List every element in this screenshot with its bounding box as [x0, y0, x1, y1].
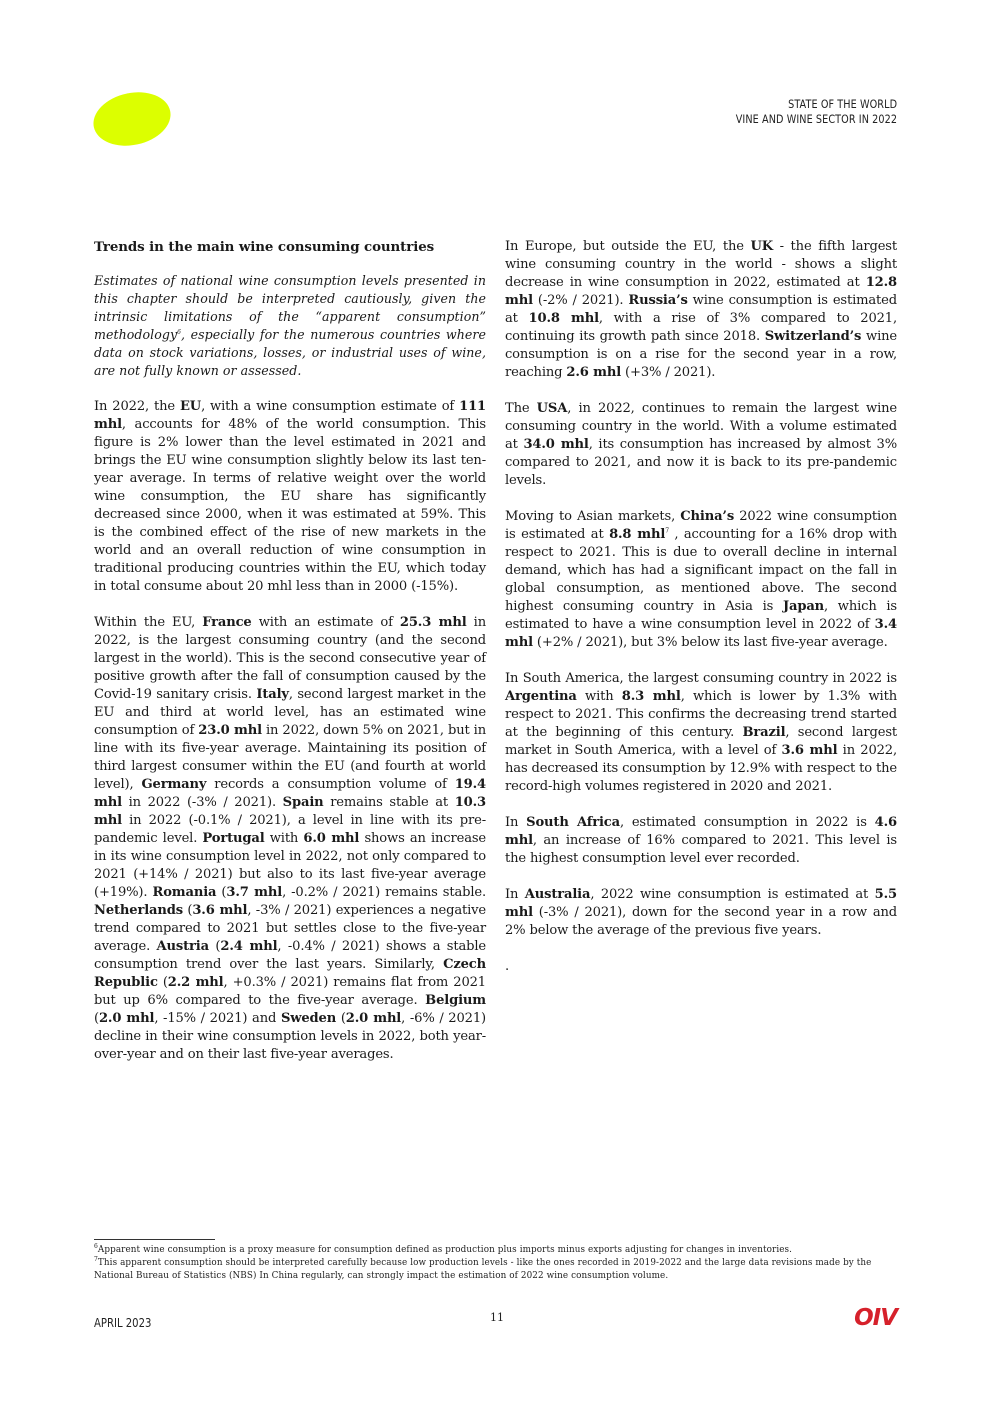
- oiv-logo: OIV: [854, 1305, 897, 1331]
- bold-term: Belgium: [425, 993, 486, 1008]
- paragraph-usa: [505, 400, 897, 490]
- text-run: (: [157, 975, 168, 990]
- footnotes: [94, 1244, 900, 1283]
- bold-term: Sweden: [280, 1011, 337, 1026]
- text-run: records a consumption volume of: [206, 777, 455, 792]
- text-run: In: [505, 887, 525, 902]
- text-run: , -15% / 2021) and: [154, 1011, 281, 1026]
- bold-term: 2.6 mhl: [566, 365, 622, 380]
- paragraph-eu-countries: [94, 614, 486, 1064]
- paragraph-asia: Moving to Asian markets, China’s 2022 wine consumption is estimated at 8.8 mhl$^7$ , accounting for a 16% drop with respect to 2021. This is due to overall decline in internal demand, which has had a significant impact on the fall in global consumption, as mentioned above. The second highest consuming country in Asia is Japan, which is estimated to have a wine consumption level in 2022 of 3.4 mhl (+2% / 2021), but 3% below its last five-year average.: [505, 509, 897, 650]
- text-run: remains stable at: [323, 795, 455, 810]
- text-run: (: [182, 903, 193, 918]
- text-run: In South America, the largest consuming country in 2022 is: [505, 671, 897, 686]
- text-run: , estimated consumption in 2022 is: [619, 815, 875, 830]
- bold-term: South Africa: [526, 815, 620, 830]
- paragraph-europe-non-eu: [505, 238, 897, 382]
- footnote-7: $^7$This apparent consumption should be interpreted carefully because low production levels - like the ones recorded in 2019-2022 and the large data revisions made by the National Bureau of Statistics (NBS) In China regularly, can strongly impact the estimation of 2022 wine consumption volume.: [94, 1256, 872, 1281]
- bold-term: 10.3 mhl: [94, 795, 487, 828]
- footnote-6: $^6$Apparent wine consumption is a proxy measure for consumption defined as production plus imports minus exports adjusting for changes in inventories.: [94, 1243, 793, 1255]
- bold-term: Australia: [524, 887, 591, 902]
- text-run: , an increase of 16% compared to 2021. This level is the highest consumption level ever recorded.: [505, 833, 897, 866]
- text-run: , its consumption has increased by almost 3% compared to 2021, and now it is back to its pre-pandemic levels.: [505, 437, 897, 488]
- text-run: (: [336, 1011, 346, 1026]
- text-run: , accounts for 48% of the world consumption. This figure is 2% lower than the level estimated in 2021 and brings the EU wine consumption slightly below its last ten-year average. In terms of relative weight over the world wine consumption, the EU share has significantly decreased since 2000, when it was estimated at 59%. This is the combined effect of the rise of new markets in the world and an overall reduction of wine consumption in traditional producing countries within the EU, which today in total consume about 20 mhl less than in 2000 (-15%).: [94, 417, 486, 594]
- paragraph-south-america: [505, 670, 897, 796]
- header-line-1: STATE OF THE WORLD: [788, 97, 897, 111]
- bold-term: 2.4 mhl: [220, 939, 278, 954]
- left-column: [94, 238, 486, 1082]
- text-run: In: [505, 815, 527, 830]
- text-run: wine consumption is estimated at: [505, 293, 897, 326]
- text-run: in 2022, has decreased its consumption by 12.9% with respect to the record-high volumes registered in 2020 and 2021.: [505, 743, 897, 794]
- bold-term: Italy: [256, 687, 289, 702]
- text-run: The: [505, 401, 537, 416]
- bold-term: Netherlands: [94, 903, 183, 918]
- bold-term: 34.0 mhl: [523, 437, 589, 452]
- bold-term: 12.8 mhl: [505, 275, 897, 308]
- bold-term: Austria: [156, 939, 209, 954]
- text-run: , with a rise of 3% compared to 2021, continuing its growth path since 2018.: [505, 311, 897, 344]
- text-run: , 2022 wine consumption is estimated at: [590, 887, 875, 902]
- decorative-blob: [88, 85, 175, 152]
- text-run: - the fifth largest wine consuming country in the world - shows a slight decrease in wine consumption in 2022, estimated at: [505, 239, 897, 290]
- text-run: with: [576, 689, 622, 704]
- right-column: [505, 238, 897, 994]
- bold-term: Russia’s: [628, 293, 688, 308]
- paragraph-australia: [505, 886, 897, 940]
- bold-term: 10.8 mhl: [528, 311, 599, 326]
- bold-term: 3.6 mhl: [781, 743, 838, 758]
- header-line-2: VINE AND WINE SECTOR IN 2022: [735, 112, 897, 126]
- text-run: , with a wine consumption estimate of: [201, 399, 460, 414]
- text-run: (+3% / 2021).: [621, 365, 716, 380]
- text-run: , second largest market in the EU and third at world level, has an estimated wine consumption of: [94, 687, 486, 738]
- bold-term: 23.0 mhl: [198, 723, 262, 738]
- footnote-divider: [94, 1239, 215, 1240]
- bold-term: 3.7 mhl: [226, 885, 283, 900]
- text-run: , -0.4% / 2021) shows a stable consumption trend over the last years. Similarly,: [94, 939, 486, 972]
- bold-term: 5.5 mhl: [505, 887, 897, 920]
- section-heading: Trends in the main wine consuming countries: [94, 239, 435, 255]
- footnote-ref-7[interactable]: 7: [665, 527, 669, 535]
- bold-term: Brazil: [742, 725, 786, 740]
- bold-term: 6.0 mhl: [303, 831, 360, 846]
- intro-text-b: , especially for the numerous countries where data on stock variations, losses, or industrial uses of wine, are not fully known or assessed.: [94, 327, 486, 378]
- bold-term: 2.2 mhl: [167, 975, 224, 990]
- bold-term: 2.0 mhl: [345, 1011, 402, 1026]
- text-run: In Europe, but outside the EU, the: [505, 239, 751, 254]
- text-run: (-3% / 2021), down for the second year in a row and 2% below the average of the previous five years.: [505, 905, 897, 938]
- bold-term: Argentina: [505, 689, 577, 704]
- bold-term: France: [202, 615, 252, 630]
- bold-term: Switzerland’s: [764, 329, 862, 344]
- text-run: , -6% / 2021) decline in their wine consumption levels in 2022, both year-over-year and on their last five-year averages.: [94, 1011, 486, 1062]
- page-number: 11: [490, 1311, 504, 1324]
- text-run: , second largest market in South America, with a level of: [505, 725, 898, 758]
- text-run: , in 2022, continues to remain the largest wine consuming country in the world. With a volume estimated at: [505, 401, 897, 452]
- bold-term: Portugal: [202, 831, 265, 846]
- bold-term: EU: [179, 399, 202, 414]
- intro-text-a: Estimates of national wine consumption levels presented in this chapter should be interpreted cautiously, given the intrinsic limitations of the “apparent consumption” methodology: [94, 273, 486, 342]
- text-run: , -3% / 2021) experiences a negative trend compared to 2021 but settles close to the five-year average.: [94, 903, 486, 954]
- footnote-ref-6[interactable]: 6: [177, 328, 182, 336]
- footer-date: APRIL 2023: [94, 1316, 152, 1330]
- bold-term: 19.4 mhl: [94, 777, 486, 810]
- text-run: (: [216, 885, 227, 900]
- bold-term: USA: [536, 401, 568, 416]
- text-run: (: [208, 939, 221, 954]
- text-run: wine consumption is on a rise for the second year in a row, reaching: [505, 329, 897, 380]
- document-header: [736, 97, 897, 127]
- intro-paragraph: [94, 272, 486, 380]
- text-run: with an estimate of: [251, 615, 400, 630]
- bold-term: Romania: [152, 885, 217, 900]
- bold-term: 4.6 mhl: [505, 815, 897, 848]
- bold-term: 111 mhl: [94, 399, 486, 432]
- text-run: (: [94, 1011, 99, 1026]
- text-run: in 2022, down 5% on 2021, but in line with its five-year average. Maintaining its position of third largest consumer within the EU (and fourth at world level),: [94, 723, 486, 792]
- bold-term: 3.6 mhl: [192, 903, 248, 918]
- bold-term: Germany: [141, 777, 207, 792]
- bold-term: Spain: [282, 795, 324, 810]
- text-run: shows an increase in its wine consumption level in 2022, not only compared to 2021 (+14% / 2021) but also to its last five-year average (+19%).: [94, 831, 487, 900]
- paragraph-south-africa: [505, 814, 897, 868]
- bold-term: 2.0 mhl: [98, 1011, 155, 1026]
- text-run: in 2022 (-3% / 2021).: [121, 795, 283, 810]
- text-run: , -0.2% / 2021) remains stable.: [282, 885, 486, 900]
- bold-term: 25.3 mhl: [399, 615, 467, 630]
- text-run: (-2% / 2021).: [532, 293, 629, 308]
- text-run: in 2022, is the largest consuming country (and the second largest in the world). This is the second consecutive year of positive growth after the fall of consumption caused by the Covid-19 sanitary crisis.: [94, 615, 486, 702]
- text-run: , +0.3% / 2021) remains flat from 2021 but up 6% compared to the five-year average.: [94, 975, 486, 1008]
- text-run: In 2022, the: [94, 399, 180, 414]
- bold-term: Czech Republic: [94, 957, 486, 990]
- bold-term: UK: [750, 239, 773, 254]
- paragraph-eu: [94, 398, 486, 596]
- text-run: with: [264, 831, 304, 846]
- text-run: , which is lower by 1.3% with respect to 2021. This confirms the decreasing trend started at the beginning of this century.: [505, 689, 897, 740]
- text-run: in 2022 (-0.1% / 2021), a level in line with its pre-pandemic level.: [94, 813, 486, 846]
- stray-dot: .: [505, 959, 510, 974]
- text-run: Within the EU,: [94, 615, 203, 630]
- bold-term: 8.3 mhl: [621, 689, 681, 704]
